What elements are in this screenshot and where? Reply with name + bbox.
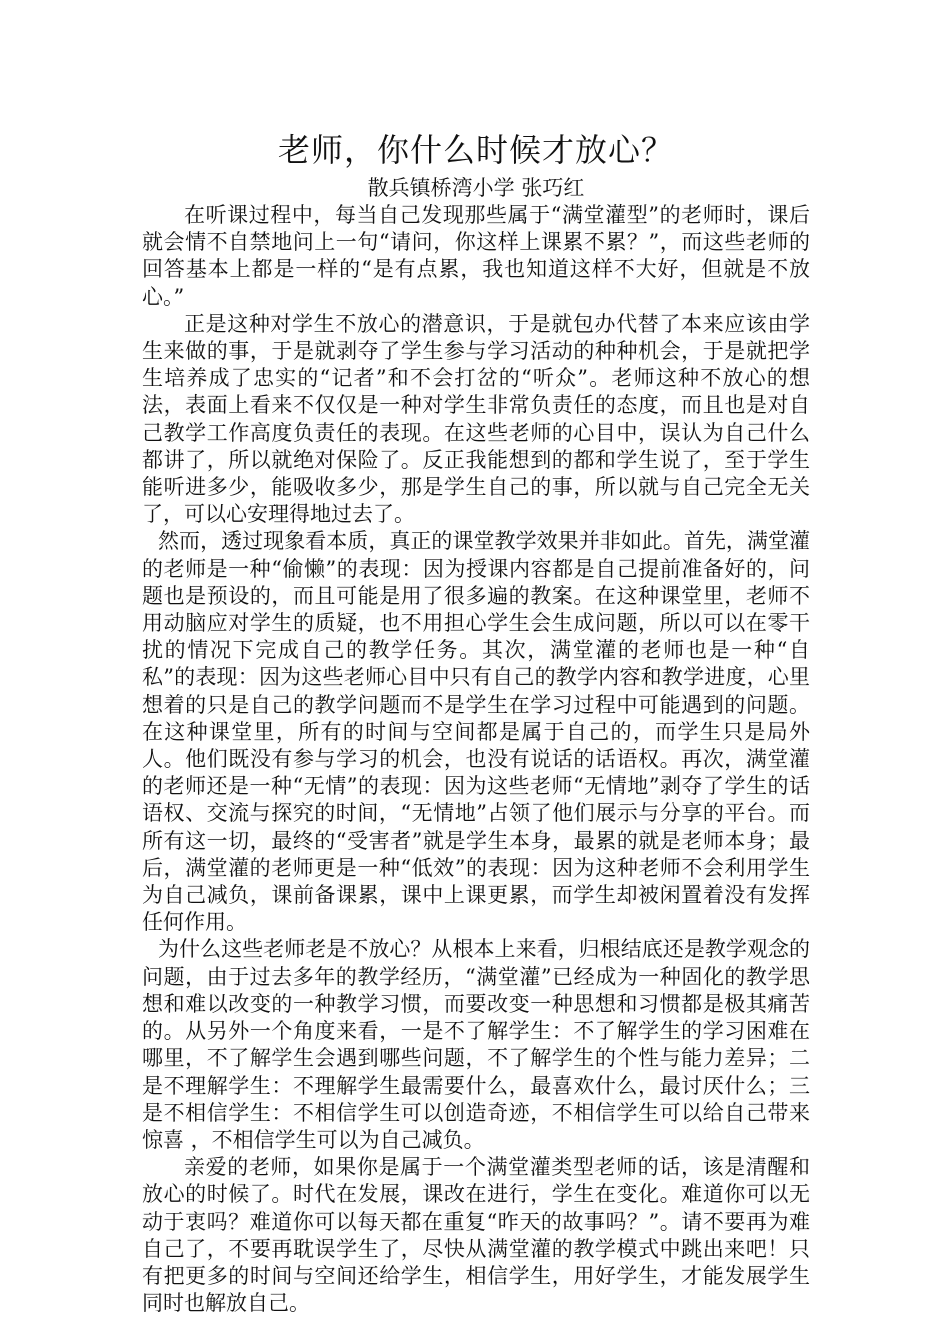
paragraph-1: 在听课过程中，每当自己发现那些属于“满堂灌型”的老师时，课后就会情不自禁地问上一句“请问，你这样上课累不累？”，而这些老师的回答基本上都是一样的“是有点累，我也知道这样不大好，但就是不放心。” [142,203,810,309]
document-page [142,126,810,1317]
paragraph-2: 正是这种对学生不放心的潜意识，于是就包办代替了本来应该由学生来做的事，于是就剥夺了学生参与学习活动的种种机会，于是就把学生培养成了忠实的“记者”和不会打岔的“听众”。老师这种不放心的想法，表面上看来不仅仅是一种对学生非常负责任的态度，而且也是对自己教学工作高度负责任的表现。在这些老师的心目中，误认为自己什么都讲了，所以就绝对保险了。反正我能想到的都和学生说了，至于学生能听进多少，能吸收多少，那是学生自己的事，所以就与自己完全无关了，可以心安理得地过去了。 [142,311,810,527]
paragraph-4: 为什么这些老师老是不放心？从根本上来看，归根结底还是教学观念的问题，由于过去多年的教学经历，“满堂灌”已经成为一种固化的教学思想和难以改变的一种教学习惯，而要改变一种思想和习惯都是极其痛苦的。从另外一个角度来看，一是不了解学生：不了解学生的学习困难在哪里，不了解学生会遇到哪些问题，不了解学生的个性与能力差异；二是不理解学生：不理解学生最需要什么，最喜欢什么，最讨厌什么；三是不相信学生：不相信学生可以创造奇迹，不相信学生可以给自己带来惊喜 ，不相信学生可以为自己减负。 [142,937,810,1152]
paragraph-5: 亲爱的老师，如果你是属于一个满堂灌类型老师的话，该是清醒和放心的时候了。时代在发展，课改在进行，学生在变化。难道你可以无动于衷吗？难道你可以每天都在重复“昨天的故事吗？”。请不要再为难自己了，不要再耽误学生了，尽快从满堂灌的教学模式中跳出来吧！只有把更多的时间与空间还给学生，相信学生，用好学生，才能发展学生同时也解放自己。 [142,1155,810,1316]
document-title: 老师，你什么时候才放心？ [277,131,674,169]
author-line: 散兵镇桥湾小学 张巧红 [367,176,585,200]
paragraph-3: 然而，透过现象看本质，真正的课堂教学效果并非如此。首先，满堂灌的老师是一种“偷懒”的表现：因为授课内容都是自己提前准备好的，问题也是预设的，而且可能是用了很多遍的教案。在这种课堂里，老师不用动脑应对学生的质疑，也不用担心学生会生成问题，所以可以在零干扰的情况下完成自己的教学任务。其次，满堂灌的老师也是一种“自私”的表现：因为这些老师心目中只有自己的教学内容和教学进度，心里想着的只是自己的教学问题而不是学生在学习过程中可能遇到的问题。在这种课堂里，所有的时间与空间都是属于自己的，而学生只是局外人。他们既没有参与学习的机会，也没有说话的话语权。再次，满堂灌的老师还是一种“无情”的表现：因为这些老师“无情地”剥夺了学生的话语权、交流与探究的时间，“无情地”占领了他们展示与分享的平台。而所有这一切，最终的“受害者”就是学生本身，最累的就是老师本身；最后，满堂灌的老师更是一种“低效”的表现：因为这种老师不会利用学生为自己减负，课前备课累，课中上课更累，而学生却被闲置着没有发挥任何作用。 [142,529,810,935]
